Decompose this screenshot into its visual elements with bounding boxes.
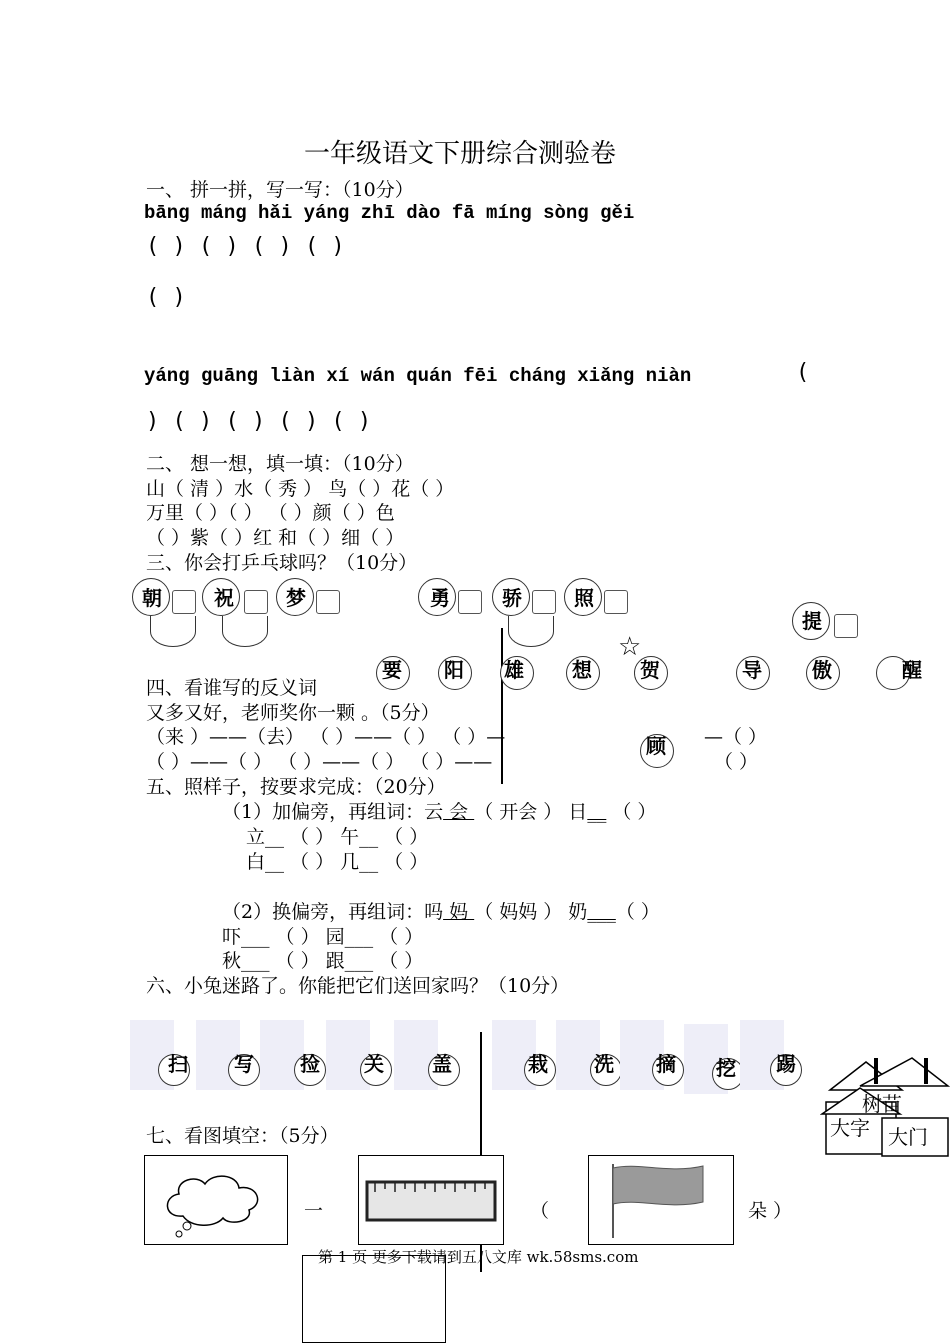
fill-word-3: 朵 ） xyxy=(748,1200,793,1222)
page-footer: 第 1 页 更多下载请到五八文库 wk.58sms.com xyxy=(318,1248,639,1266)
add-radical-row2[interactable]: 立__ （ ） 午__ （ ） xyxy=(246,826,429,848)
idiom-line2: 万里（ ）（ ） （ ）颜（ ）色 xyxy=(146,502,395,524)
rabbit-char: 写 xyxy=(234,1052,254,1076)
paddle-handle xyxy=(172,590,196,614)
ball-char: 要 xyxy=(382,658,402,682)
answer-paren[interactable]: （ ） xyxy=(606,801,657,823)
paddle-handle xyxy=(834,614,858,638)
paddle-handle xyxy=(604,590,628,614)
answer-parens-row2[interactable]: ( ) xyxy=(146,285,186,310)
prompt: （2）换偏旁，再组词：吗 xyxy=(222,901,444,923)
table-net-line xyxy=(501,628,503,784)
paddle-handle xyxy=(316,590,340,614)
prompt: （1）加偏旁，再组词：云 xyxy=(222,801,444,823)
answer-paren-tail[interactable]: ( xyxy=(796,360,810,385)
antonym-line1-tail: —（ ） xyxy=(704,726,768,748)
example-word: （ 开会 ） 日 xyxy=(474,801,588,823)
rabbit-char: 捡 xyxy=(300,1052,320,1076)
add-radical-row1 xyxy=(222,797,656,824)
ball-char: 导 xyxy=(742,658,762,682)
house-label: 大字 xyxy=(830,1116,870,1140)
section3-heading: 三、你会打乒乓球吗？（10分） xyxy=(146,552,418,574)
blank[interactable]: ___ xyxy=(587,901,616,923)
section7-heading: 七、看图填空：（5分） xyxy=(146,1125,339,1147)
rabbit-char: 踢 xyxy=(776,1052,796,1076)
rabbit-char: 栽 xyxy=(528,1052,548,1076)
section4-heading: 四、看谁写的反义词 xyxy=(146,677,318,699)
paddle-handle xyxy=(458,590,482,614)
ball-outline xyxy=(508,616,554,647)
example-answer: 妈 xyxy=(443,901,475,923)
fill-word-2: （ xyxy=(530,1200,550,1222)
idiom-line3: （ ）紫（ ）红 和（ ）细（ ） xyxy=(146,527,405,549)
example-word: （ 妈妈 ） 奶 xyxy=(474,901,588,923)
ball-char: 醒 xyxy=(902,658,922,682)
ball-char: 雄 xyxy=(504,658,524,682)
antonym-line1: （来 ）——（去） （ ）——（ ） （ ）— xyxy=(146,726,506,748)
bubble-char: 勇 xyxy=(430,586,450,610)
rabbit-char: 关 xyxy=(364,1052,384,1076)
answer-paren[interactable]: （ ） xyxy=(615,901,660,923)
paddle-handle xyxy=(244,590,268,614)
picture-box xyxy=(588,1155,734,1245)
blank[interactable]: __ xyxy=(587,801,607,823)
picture-box-empty xyxy=(302,1255,446,1343)
rabbit-char: 摘 xyxy=(656,1052,676,1076)
bubble-char: 提 xyxy=(802,609,822,633)
rabbit-char: 挖 xyxy=(716,1056,736,1080)
paddle-handle xyxy=(532,590,556,614)
picture-box xyxy=(358,1155,504,1245)
section2-heading: 二、 想一想，填一填：（10分） xyxy=(146,453,414,475)
rabbit-char: 盖 xyxy=(432,1052,452,1076)
bubble-char: 骄 xyxy=(502,586,522,610)
antonym-line2: （ ）——（ ） （ ）——（ ） （ ）—— xyxy=(146,751,493,773)
pinyin-row2: yáng guāng liàn xí wán quán fēi cháng xiǎng niàn xyxy=(144,365,692,387)
bubble-char: 朝 xyxy=(142,586,162,610)
ball-outline xyxy=(222,616,268,647)
answer-parens-row1[interactable]: ( ) ( ) ( ) ( ) xyxy=(146,234,345,259)
section5-heading: 五、照样子，按要求完成：（20分） xyxy=(146,776,446,798)
rabbit-char: 洗 xyxy=(594,1052,614,1076)
example-answer: 会 xyxy=(443,801,475,823)
ball-char: 顾 xyxy=(646,734,666,758)
ruler-icon xyxy=(359,1156,503,1244)
ball-char: 贺 xyxy=(640,658,660,682)
flag-icon xyxy=(589,1156,733,1244)
house-label: 树苗 xyxy=(862,1092,902,1116)
ball-char: 想 xyxy=(572,658,592,682)
star-icon: ☆ xyxy=(618,632,642,662)
change-radical-row2[interactable]: 吓___ （ ） 园___ （ ） xyxy=(222,926,424,948)
pinyin-row1: bāng máng hǎi yáng zhī dào fā míng sòng gěi xyxy=(144,202,635,224)
rabbit-char: 扫 xyxy=(168,1052,188,1076)
ball-outline xyxy=(150,616,196,647)
house-label: 大门 xyxy=(888,1125,928,1149)
picture-box xyxy=(144,1155,288,1245)
bubble-char: 照 xyxy=(574,586,594,610)
section6-heading: 六、小兔迷路了。你能把它们送回家吗？（10分） xyxy=(146,975,570,997)
idiom-line1: 山（ 清 ）水（ 秀 ） 鸟（ ）花（ ） xyxy=(146,478,455,500)
add-radical-row3[interactable]: 白__ （ ） 几__ （ ） xyxy=(246,851,429,873)
ball-char: 傲 xyxy=(812,658,832,682)
fill-word-1: 一 xyxy=(304,1200,324,1222)
bubble-char: 祝 xyxy=(214,586,234,610)
change-radical-row3[interactable]: 秋___ （ ） 跟___ （ ） xyxy=(222,950,424,972)
antonym-line2-tail: （ ） xyxy=(714,751,759,773)
answer-parens-row3[interactable]: ) ( ) ( ) ( ) ( ) xyxy=(146,409,372,434)
ball-char: 阳 xyxy=(444,658,464,682)
bubble-char: 梦 xyxy=(286,586,306,610)
cloud-icon xyxy=(145,1156,287,1244)
page-title: 一年级语文下册综合测验卷 xyxy=(304,139,617,169)
section1-heading: 一、 拼一拼，写一写：（10分） xyxy=(146,179,414,201)
section4-line1: 又多又好，老师奖你一颗 。（5分） xyxy=(146,702,440,724)
change-radical-row1 xyxy=(222,897,660,924)
